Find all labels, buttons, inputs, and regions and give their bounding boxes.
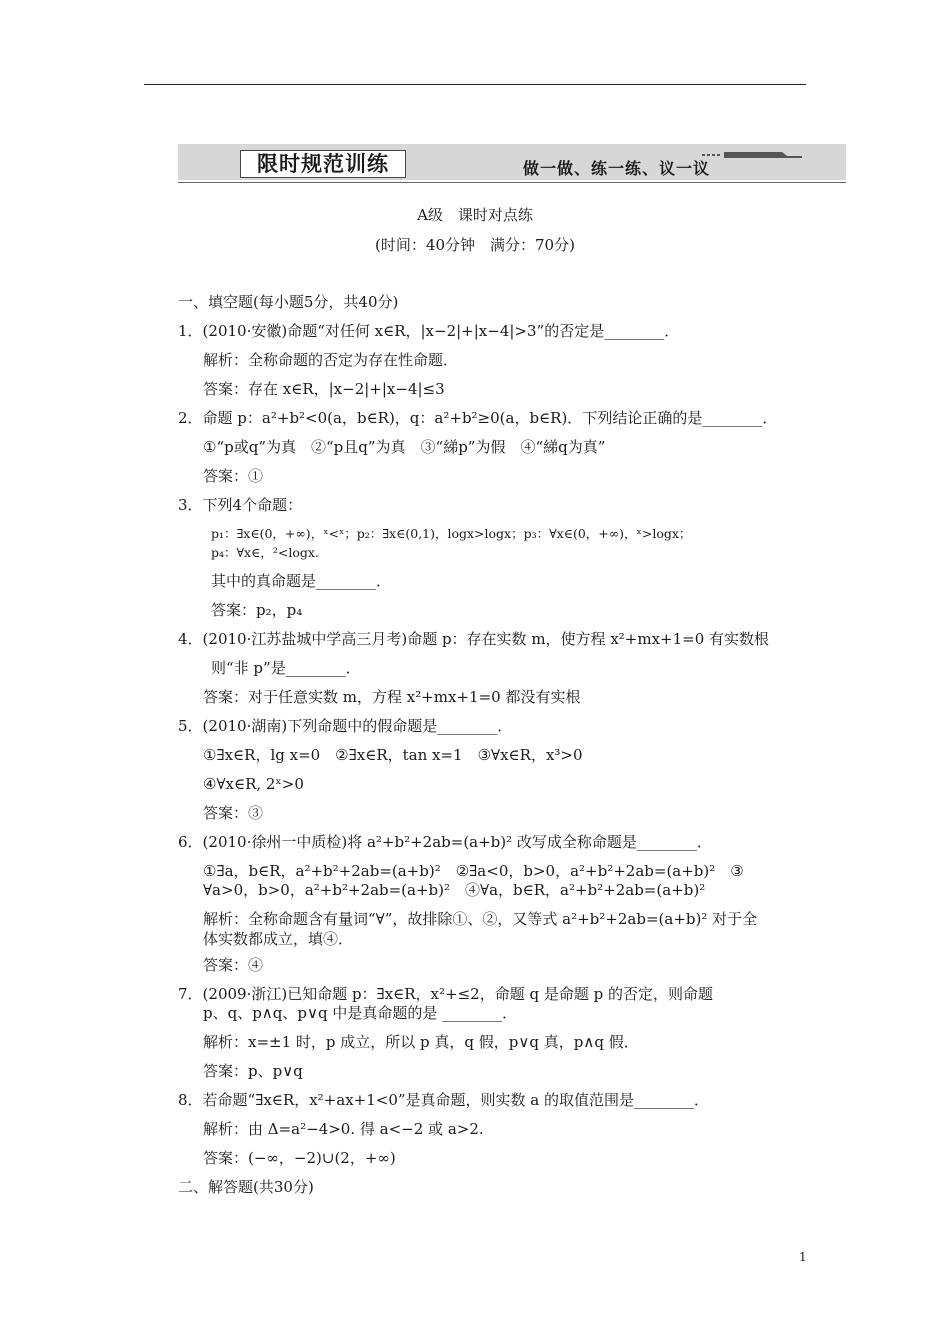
answer-7: 答案：p、p∨q xyxy=(203,1062,303,1080)
question-7: 7．(2009·浙江)已知命题 p：∃x∈R，x²+≤2，命题 q 是命题 p 的否定，则命题 xyxy=(178,985,713,1003)
question-8: 8．若命题“∃x∈R，x²+ax+1<0”是真命题，则实数 a 的取值范围是________． xyxy=(178,1091,710,1109)
propositions-3a: p₁：∃x∈(0，+∞)，ˣ<ˣ；p₂：∃x∈(0,1)，logx>logx；p₃：∀x∈(0，+∞)，ˣ>logx； xyxy=(211,526,692,541)
answer-4: 答案：对于任意实数 m，方程 x²+mx+1=0 都没有实根 xyxy=(203,688,581,706)
prompt-3: 其中的真命题是________． xyxy=(211,572,392,590)
question-1: 1．(2010·安徽)命题“对任何 x∈R，|x−2|+|x−4|>3”的否定是________． xyxy=(178,322,680,340)
section-heading-2: 二、解答题(共30分) xyxy=(178,1178,314,1196)
question-4-cont: 则“非 p”是________． xyxy=(211,659,361,677)
answer-2: 答案：① xyxy=(203,467,264,485)
answer-3: 答案：p₂，p₄ xyxy=(211,601,303,619)
explanation-6b: 体实数都成立，填④． xyxy=(203,930,354,948)
options-2: ①“p或q”为真 ②“p且q”为真 ③“綈p”为假 ④“綈q为真” xyxy=(203,438,606,456)
section-heading: 一、填空题(每小题5分，共40分) xyxy=(178,293,399,311)
answer-5: 答案：③ xyxy=(203,804,264,822)
options-5b: ④∀x∈R, 2ˣ>0 xyxy=(203,775,304,793)
banner-motto: 做一做、练一练、议一议 xyxy=(523,159,711,178)
propositions-3b: p₄：∀x∈，²<logx. xyxy=(211,545,319,560)
question-5: 5．(2010·湖南)下列命题中的假命题是________． xyxy=(178,717,513,735)
options-5a: ①∃x∈R，lg x=0 ②∃x∈R，tan x=1 ③∀x∈R，x³>0 xyxy=(203,746,583,764)
question-2: 2．命题 p：a²+b²<0(a，b∈R)，q：a²+b²≥0(a，b∈R)．下列结论正确的是________． xyxy=(178,409,778,427)
explanation-8: 解析：由 Δ=a²−4>0. 得 a<−2 或 a>2. xyxy=(203,1120,484,1138)
level-heading: A级 课时对点练 xyxy=(417,206,533,224)
answer-8: 答案：(−∞，−2)∪(2，+∞) xyxy=(203,1149,396,1167)
answer-1: 答案：存在 x∈R，|x−2|+|x−4|≤3 xyxy=(203,380,445,398)
time-score-info: (时间：40分钟 满分：70分) xyxy=(375,236,575,254)
question-4: 4．(2010·江苏盐城中学高三月考)命题 p：存在实数 m，使方程 x²+mx+1=0 有实数根 xyxy=(178,630,770,648)
question-6: 6．(2010·徐州一中质检)将 a²+b²+2ab=(a+b)² 改写成全称命题是________． xyxy=(178,833,712,851)
options-6b: ∀a>0，b>0，a²+b²+2ab=(a+b)² ④∀a，b∈R，a²+b²+2ab=(a+b)² xyxy=(203,881,706,899)
explanation-7: 解析：x=±1 时，p 成立，所以 p 真，q 假，p∨q 真，p∧q 假． xyxy=(203,1033,639,1051)
explanation-6a: 解析：全称命题含有量词“∀”，故排除①、②，又等式 a²+b²+2ab=(a+b)² 对于全 xyxy=(203,910,758,928)
explanation-1: 解析：全称命题的否定为存在性命题． xyxy=(203,351,459,369)
banner-arrow-decoration xyxy=(702,150,802,160)
banner-title: 限时规范训练 xyxy=(240,150,406,178)
question-3: 3．下列4个命题： xyxy=(178,496,303,514)
header-rule xyxy=(144,84,806,85)
page-number: 1 xyxy=(799,1250,807,1264)
options-6a: ①∃a，b∈R，a²+b²+2ab=(a+b)² ②∃a<0，b>0，a²+b²+2ab=(a+b)² ③ xyxy=(203,862,744,880)
answer-6: 答案：④ xyxy=(203,956,264,974)
section-banner xyxy=(178,144,846,184)
question-7-cont: p、q、p∧q、p∨q 中是真命题的是 ________． xyxy=(203,1004,518,1022)
banner-rule xyxy=(178,182,846,183)
